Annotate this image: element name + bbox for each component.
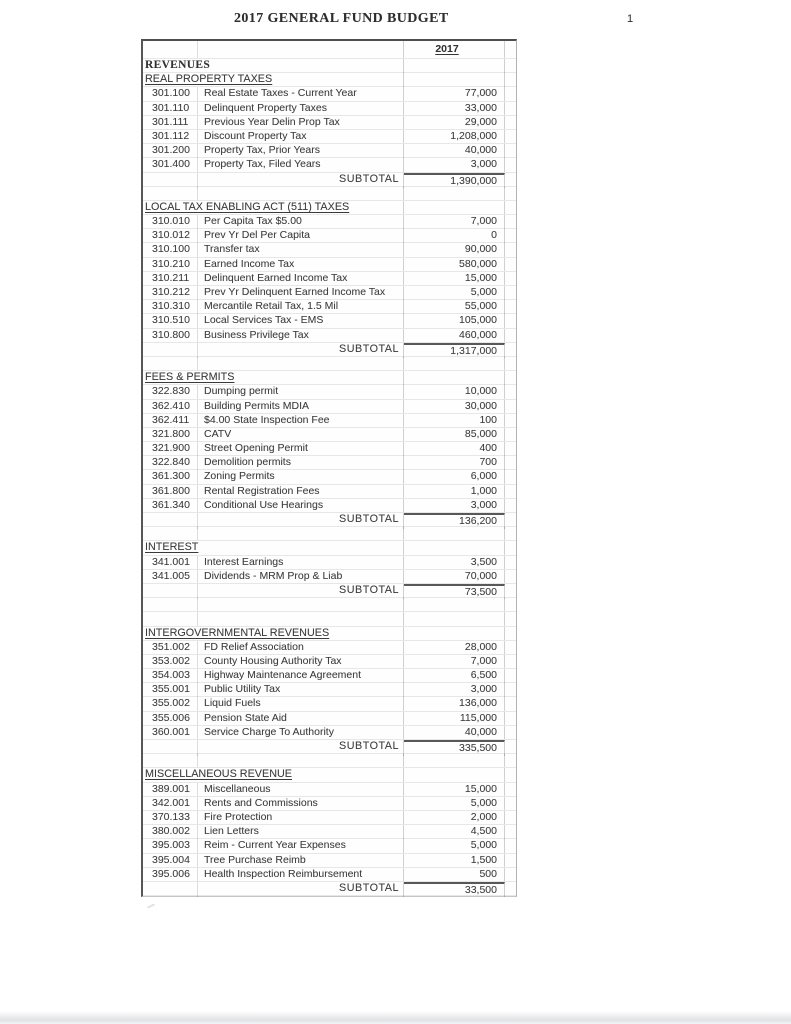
account-number: 361.300 <box>143 470 198 484</box>
item-description: Conditional Use Hearings <box>198 499 404 513</box>
empty-cell <box>505 669 516 683</box>
document-title: 2017 GENERAL FUND BUDGET <box>234 11 449 26</box>
empty-cell <box>505 683 516 697</box>
item-description: Highway Maintenance Agreement <box>198 669 404 683</box>
item-description: Delinquent Earned Income Tax <box>198 272 404 286</box>
subtotal-row <box>143 513 516 527</box>
empty-cell <box>505 371 516 385</box>
item-description: Dumping permit <box>198 385 404 399</box>
empty-cell <box>505 839 516 853</box>
account-number: 389.001 <box>143 783 198 797</box>
item-description: Mercantile Retail Tax, 1.5 Mil <box>198 300 404 314</box>
subtotal-amount: 33,500 <box>404 882 505 898</box>
item-row <box>143 300 516 314</box>
revenues-header-row <box>143 59 516 73</box>
account-number: 310.012 <box>143 229 198 243</box>
account-number: 322.830 <box>143 385 198 399</box>
item-amount: 85,000 <box>404 428 505 442</box>
empty-cell <box>505 442 516 456</box>
empty-cell <box>505 868 516 882</box>
empty-cell <box>505 329 516 343</box>
subtotal-amount: 136,200 <box>404 513 505 529</box>
blank-row <box>143 187 516 201</box>
section-header: INTERGOVERNMENTAL REVENUES <box>143 627 404 641</box>
item-row <box>143 428 516 442</box>
empty-cell <box>143 173 198 189</box>
item-description: Fire Protection <box>198 811 404 825</box>
item-row <box>143 258 516 272</box>
empty-cell <box>143 343 198 359</box>
item-row <box>143 102 516 116</box>
item-description: Real Estate Taxes - Current Year <box>198 87 404 101</box>
item-row <box>143 712 516 726</box>
item-row <box>143 811 516 825</box>
item-row <box>143 215 516 229</box>
empty-cell <box>404 357 505 370</box>
item-amount: 5,000 <box>404 839 505 853</box>
account-number: 301.400 <box>143 158 198 172</box>
account-number: 310.510 <box>143 314 198 328</box>
item-row <box>143 314 516 328</box>
account-number: 310.010 <box>143 215 198 229</box>
item-description: Lien Letters <box>198 825 404 839</box>
empty-cell <box>505 300 516 314</box>
item-amount: 6,500 <box>404 669 505 683</box>
item-description: FD Relief Association <box>198 641 404 655</box>
blank-row <box>143 357 516 371</box>
empty-cell <box>404 612 505 625</box>
item-amount: 7,000 <box>404 215 505 229</box>
account-number: 355.002 <box>143 697 198 711</box>
item-description: Property Tax, Prior Years <box>198 144 404 158</box>
subtotal-row <box>143 740 516 754</box>
item-row <box>143 556 516 570</box>
empty-cell <box>143 740 198 756</box>
empty-cell <box>505 740 516 756</box>
account-number: 361.800 <box>143 485 198 499</box>
subtotal-label: SUBTOTAL <box>198 584 404 600</box>
item-row <box>143 400 516 414</box>
empty-cell <box>404 201 505 215</box>
section-header-row <box>143 371 516 385</box>
empty-cell <box>505 201 516 215</box>
section-header-row <box>143 627 516 641</box>
empty-cell <box>505 272 516 286</box>
empty-cell <box>505 243 516 257</box>
item-amount: 1,000 <box>404 485 505 499</box>
item-row <box>143 641 516 655</box>
item-description: CATV <box>198 428 404 442</box>
item-row <box>143 286 516 300</box>
empty-cell <box>143 527 198 540</box>
item-row <box>143 683 516 697</box>
item-row <box>143 726 516 740</box>
item-row <box>143 87 516 101</box>
item-row <box>143 229 516 243</box>
account-number: 395.004 <box>143 854 198 868</box>
empty-cell <box>505 541 516 555</box>
item-description: Miscellaneous <box>198 783 404 797</box>
item-description: Prev Yr Delinquent Earned Income Tax <box>198 286 404 300</box>
account-number: 301.200 <box>143 144 198 158</box>
account-number: 301.110 <box>143 102 198 116</box>
item-amount: 5,000 <box>404 797 505 811</box>
empty-cell <box>143 357 198 370</box>
item-row <box>143 385 516 399</box>
item-amount: 33,000 <box>404 102 505 116</box>
budget-table <box>141 39 517 897</box>
account-number: 310.211 <box>143 272 198 286</box>
empty-cell <box>404 598 505 611</box>
empty-cell <box>505 797 516 811</box>
item-description: Building Permits MDIA <box>198 400 404 414</box>
empty-cell <box>505 627 516 641</box>
subtotal-row <box>143 173 516 187</box>
item-row <box>143 570 516 584</box>
item-row <box>143 144 516 158</box>
empty-cell <box>404 59 505 73</box>
empty-cell <box>404 541 505 555</box>
empty-cell <box>143 187 198 200</box>
empty-cell <box>505 385 516 399</box>
item-description: Previous Year Delin Prop Tax <box>198 116 404 130</box>
item-amount: 3,000 <box>404 499 505 513</box>
empty-cell <box>505 187 516 200</box>
empty-cell <box>505 41 516 58</box>
item-row <box>143 243 516 257</box>
item-amount: 15,000 <box>404 783 505 797</box>
item-row <box>143 130 516 144</box>
empty-cell <box>505 158 516 172</box>
empty-cell <box>505 584 516 600</box>
empty-cell <box>143 882 198 898</box>
account-number: 355.001 <box>143 683 198 697</box>
item-row <box>143 797 516 811</box>
account-number: 301.112 <box>143 130 198 144</box>
blank-row <box>143 612 516 626</box>
blank-row <box>143 527 516 541</box>
item-description: Local Services Tax - EMS <box>198 314 404 328</box>
item-amount: 3,500 <box>404 556 505 570</box>
account-number: 355.006 <box>143 712 198 726</box>
item-amount: 1,500 <box>404 854 505 868</box>
item-description: Demolition permits <box>198 456 404 470</box>
item-amount: 40,000 <box>404 144 505 158</box>
empty-cell <box>143 612 198 625</box>
subtotal-label: SUBTOTAL <box>198 740 404 756</box>
empty-cell <box>505 144 516 158</box>
account-number: 310.212 <box>143 286 198 300</box>
item-description: Liquid Fuels <box>198 697 404 711</box>
empty-cell <box>198 357 404 370</box>
empty-cell <box>505 258 516 272</box>
empty-cell <box>505 612 516 625</box>
item-row <box>143 470 516 484</box>
empty-cell <box>198 598 404 611</box>
subtotal-label: SUBTOTAL <box>198 882 404 898</box>
item-amount: 29,000 <box>404 116 505 130</box>
item-amount: 90,000 <box>404 243 505 257</box>
item-row <box>143 329 516 343</box>
empty-cell <box>505 215 516 229</box>
item-row <box>143 868 516 882</box>
empty-cell <box>404 527 505 540</box>
account-number: 351.002 <box>143 641 198 655</box>
item-amount: 500 <box>404 868 505 882</box>
item-description: Interest Earnings <box>198 556 404 570</box>
item-description: Discount Property Tax <box>198 130 404 144</box>
account-number: 310.800 <box>143 329 198 343</box>
item-amount: 400 <box>404 442 505 456</box>
item-amount: 40,000 <box>404 726 505 740</box>
account-number: 370.133 <box>143 811 198 825</box>
section-header: REAL PROPERTY TAXES <box>143 73 404 87</box>
item-row <box>143 485 516 499</box>
section-header-row <box>143 73 516 87</box>
item-description: Health Inspection Reimbursement <box>198 868 404 882</box>
empty-cell <box>143 584 198 600</box>
item-description: Zoning Permits <box>198 470 404 484</box>
item-amount: 55,000 <box>404 300 505 314</box>
empty-cell <box>505 116 516 130</box>
account-number: 301.100 <box>143 87 198 101</box>
item-amount: 0 <box>404 229 505 243</box>
item-row <box>143 839 516 853</box>
empty-cell <box>505 513 516 529</box>
item-amount: 700 <box>404 456 505 470</box>
empty-cell <box>505 754 516 767</box>
empty-cell <box>505 655 516 669</box>
item-amount: 100 <box>404 414 505 428</box>
empty-cell <box>404 187 505 200</box>
item-description: Property Tax, Filed Years <box>198 158 404 172</box>
item-row <box>143 414 516 428</box>
subtotal-row <box>143 882 516 896</box>
item-description: Delinquent Property Taxes <box>198 102 404 116</box>
item-description: Street Opening Permit <box>198 442 404 456</box>
item-row <box>143 499 516 513</box>
subtotal-row <box>143 343 516 357</box>
empty-cell <box>505 229 516 243</box>
empty-cell <box>505 641 516 655</box>
empty-cell <box>505 130 516 144</box>
item-description: Per Capita Tax $5.00 <box>198 215 404 229</box>
account-number: 395.003 <box>143 839 198 853</box>
empty-cell <box>505 73 516 87</box>
empty-cell <box>198 527 404 540</box>
page-number: 1 <box>627 13 634 25</box>
empty-cell <box>404 371 505 385</box>
empty-cell <box>505 726 516 740</box>
item-amount: 3,000 <box>404 158 505 172</box>
item-amount: 4,500 <box>404 825 505 839</box>
empty-cell <box>505 556 516 570</box>
scan-artifact-bottom-edge <box>0 1011 791 1024</box>
blank-row <box>143 754 516 768</box>
account-number: 342.001 <box>143 797 198 811</box>
empty-cell <box>404 73 505 87</box>
empty-cell <box>505 697 516 711</box>
item-row <box>143 272 516 286</box>
empty-cell <box>505 428 516 442</box>
empty-cell <box>143 598 198 611</box>
item-description: Dividends - MRM Prop & Liab <box>198 570 404 584</box>
empty-cell <box>505 59 516 73</box>
item-row <box>143 669 516 683</box>
item-description: Pension State Aid <box>198 712 404 726</box>
subtotal-label: SUBTOTAL <box>198 343 404 359</box>
empty-cell <box>198 612 404 625</box>
year-column-header: 2017 <box>404 41 505 58</box>
section-header: INTEREST <box>143 541 404 555</box>
empty-cell <box>505 414 516 428</box>
account-number: 310.210 <box>143 258 198 272</box>
empty-cell <box>505 854 516 868</box>
item-description: Public Utility Tax <box>198 683 404 697</box>
section-header-row <box>143 768 516 782</box>
item-description: Service Charge To Authority <box>198 726 404 740</box>
subtotal-amount: 335,500 <box>404 740 505 756</box>
account-number: 354.003 <box>143 669 198 683</box>
scan-artifact-speck <box>147 903 155 908</box>
empty-cell <box>505 456 516 470</box>
empty-cell <box>143 754 198 767</box>
item-amount: 1,208,000 <box>404 130 505 144</box>
item-row <box>143 116 516 130</box>
empty-cell <box>505 314 516 328</box>
account-number: 353.002 <box>143 655 198 669</box>
empty-cell <box>505 102 516 116</box>
empty-cell <box>505 173 516 189</box>
item-amount: 6,000 <box>404 470 505 484</box>
subtotal-label: SUBTOTAL <box>198 513 404 529</box>
item-row <box>143 158 516 172</box>
empty-cell <box>198 187 404 200</box>
revenues-header: REVENUES <box>143 59 404 73</box>
subtotal-amount: 73,500 <box>404 584 505 600</box>
item-row <box>143 442 516 456</box>
item-description: Transfer tax <box>198 243 404 257</box>
empty-cell <box>404 768 505 782</box>
item-amount: 3,000 <box>404 683 505 697</box>
empty-cell <box>143 513 198 529</box>
item-row <box>143 854 516 868</box>
item-amount: 30,000 <box>404 400 505 414</box>
account-number: 362.411 <box>143 414 198 428</box>
item-description: $4.00 State Inspection Fee <box>198 414 404 428</box>
subtotal-amount: 1,390,000 <box>404 173 505 189</box>
account-number: 310.100 <box>143 243 198 257</box>
empty-cell <box>404 627 505 641</box>
item-amount: 2,000 <box>404 811 505 825</box>
item-row <box>143 655 516 669</box>
item-row <box>143 697 516 711</box>
item-description: Reim - Current Year Expenses <box>198 839 404 853</box>
account-number: 341.005 <box>143 570 198 584</box>
item-amount: 580,000 <box>404 258 505 272</box>
empty-cell <box>505 343 516 359</box>
account-number: 362.410 <box>143 400 198 414</box>
year-header-row <box>143 41 516 59</box>
subtotal-label: SUBTOTAL <box>198 173 404 189</box>
item-row <box>143 456 516 470</box>
account-number: 380.002 <box>143 825 198 839</box>
empty-cell <box>143 41 198 58</box>
item-amount: 77,000 <box>404 87 505 101</box>
item-amount: 115,000 <box>404 712 505 726</box>
item-description: Earned Income Tax <box>198 258 404 272</box>
item-amount: 136,000 <box>404 697 505 711</box>
section-header-row <box>143 201 516 215</box>
empty-cell <box>505 470 516 484</box>
item-description: Prev Yr Del Per Capita <box>198 229 404 243</box>
item-description: Rental Registration Fees <box>198 485 404 499</box>
item-amount: 70,000 <box>404 570 505 584</box>
item-amount: 28,000 <box>404 641 505 655</box>
empty-cell <box>505 768 516 782</box>
item-amount: 460,000 <box>404 329 505 343</box>
empty-cell <box>505 87 516 101</box>
empty-cell <box>505 882 516 898</box>
empty-cell <box>505 825 516 839</box>
account-number: 360.001 <box>143 726 198 740</box>
account-number: 341.001 <box>143 556 198 570</box>
account-number: 321.800 <box>143 428 198 442</box>
empty-cell <box>505 286 516 300</box>
empty-cell <box>198 754 404 767</box>
section-header: LOCAL TAX ENABLING ACT (511) TAXES <box>143 201 404 215</box>
empty-cell <box>505 499 516 513</box>
subtotal-amount: 1,317,000 <box>404 343 505 359</box>
account-number: 322.840 <box>143 456 198 470</box>
empty-cell <box>505 527 516 540</box>
item-description: Rents and Commissions <box>198 797 404 811</box>
empty-cell <box>505 783 516 797</box>
item-row <box>143 825 516 839</box>
account-number: 301.111 <box>143 116 198 130</box>
blank-row <box>143 598 516 612</box>
section-header-row <box>143 541 516 555</box>
account-number: 321.900 <box>143 442 198 456</box>
account-number: 395.006 <box>143 868 198 882</box>
item-description: County Housing Authority Tax <box>198 655 404 669</box>
item-description: Business Privilege Tax <box>198 329 404 343</box>
item-amount: 5,000 <box>404 286 505 300</box>
empty-cell <box>198 41 404 58</box>
account-number: 310.310 <box>143 300 198 314</box>
item-description: Tree Purchase Reimb <box>198 854 404 868</box>
section-header: MISCELLANEOUS REVENUE <box>143 768 404 782</box>
section-header: FEES & PERMITS <box>143 371 404 385</box>
empty-cell <box>505 570 516 584</box>
subtotal-row <box>143 584 516 598</box>
empty-cell <box>404 754 505 767</box>
item-row <box>143 783 516 797</box>
empty-cell <box>505 712 516 726</box>
empty-cell <box>505 400 516 414</box>
account-number: 361.340 <box>143 499 198 513</box>
empty-cell <box>505 357 516 370</box>
item-amount: 15,000 <box>404 272 505 286</box>
empty-cell <box>505 811 516 825</box>
empty-cell <box>505 598 516 611</box>
item-amount: 7,000 <box>404 655 505 669</box>
item-amount: 10,000 <box>404 385 505 399</box>
empty-cell <box>505 485 516 499</box>
item-amount: 105,000 <box>404 314 505 328</box>
